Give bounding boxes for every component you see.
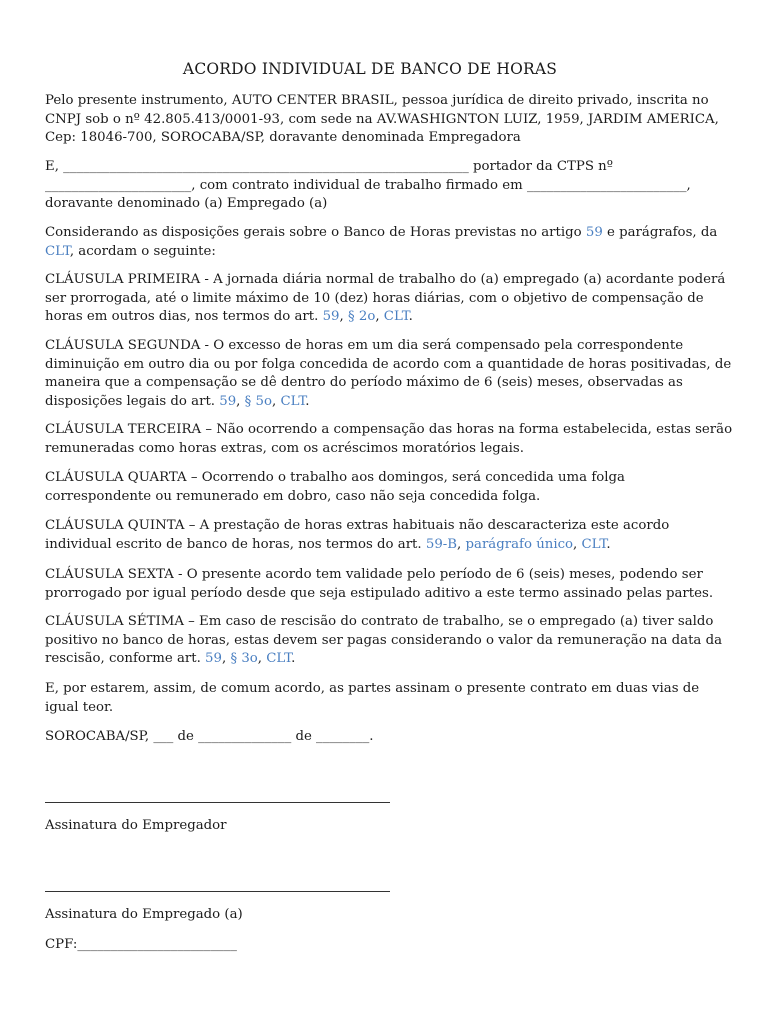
separator: , — [375, 309, 384, 324]
clause-5-link-article[interactable]: 59-B — [425, 536, 458, 552]
clause-5-link-clt[interactable]: CLT — [581, 536, 607, 552]
considering-paragraph — [45, 224, 735, 261]
clause-5 — [45, 517, 735, 554]
employer-signature-label: Assinatura do Empregador — [45, 818, 227, 833]
employee-signature-line — [45, 891, 390, 892]
separator: , — [221, 651, 231, 666]
clause-5-text: CLÁUSULA QUINTA – A prestação de horas extras habituais não descaracteriza este acordo individual escrito de banco de horas, nos termos do art. — [45, 518, 670, 552]
closing-paragraph: E, por estarem, assim, de comum acordo, as partes assinam o presente contrato em duas vias de igual teor. — [45, 681, 700, 715]
clause-2 — [45, 337, 735, 411]
clause-1 — [45, 271, 735, 327]
separator: , — [236, 393, 245, 409]
employee-paragraph: E, _____________________________________________________________ portador da CTPS nº ______________________, com contrato individual de trabalho firmado em ________________________, doravante denominado (a) Empregado (a) — [45, 159, 691, 211]
clause-7-text: CLÁUSULA SÉTIMA – Em caso de rescisão do contrato de trabalho, se o empregado (a) tiver saldo positivo no banco de horas, estas devem ser pagas considerando o valor da remuneração na data da rescisão, conforme art. — [45, 614, 723, 666]
link-clt[interactable]: CLT — [45, 243, 70, 259]
preamble-paragraph: Pelo presente instrumento, AUTO CENTER BRASIL, pessoa jurídica de direito privado, inscrita no CNPJ sob o nº 42.805.413/0001-93, com sede na AV.WASHIGNTON LUIZ, 1959, JARDIM AMERICA, Cep: 18046-700, SOROCABA/SP, doravante denominada Empregadora — [45, 93, 719, 145]
employee-signature-label: Assinatura do Empregado (a) — [45, 907, 243, 922]
clause-2-link-article[interactable]: 59 — [219, 393, 237, 409]
considering-text-b: e parágrafos, da — [602, 225, 718, 240]
place-date-line: SOROCABA/SP, ___ de ______________ de ________. — [45, 729, 374, 744]
cpf-field: CPF:________________________ — [45, 937, 237, 952]
period: . — [606, 536, 611, 552]
clause-7 — [45, 613, 735, 669]
separator: , — [573, 536, 582, 552]
considering-text-c: , acordam o seguinte: — [69, 243, 216, 259]
clause-1-link-paragraph[interactable]: § 2o — [347, 309, 376, 324]
separator: , — [457, 536, 466, 552]
clause-1-link-clt[interactable]: CLT — [383, 309, 409, 324]
clause-2-link-paragraph[interactable]: § 5o — [244, 393, 272, 409]
period: . — [291, 651, 296, 666]
clause-1-text: CLÁUSULA PRIMEIRA - A jornada diária normal de trabalho do (a) empregado (a) acordante poderá ser prorrogada, até o limite máximo de 10 (dez) horas diárias, com o objetivo de compensação de horas em outros dias, nos termos do art. — [45, 272, 726, 324]
clause-1-link-article[interactable]: 59 — [322, 309, 340, 324]
clause-3: CLÁUSULA TERCEIRA – Não ocorrendo a compensação das horas na forma estabelecida, estas serão remuneradas como horas extras, com os acréscimos moratórios legais. — [45, 422, 733, 456]
clause-7-link-article[interactable]: 59 — [205, 651, 222, 666]
link-article-59[interactable]: 59 — [585, 225, 603, 240]
clause-2-text: CLÁUSULA SEGUNDA - O excesso de horas em um dia será compensado pela correspondente diminuição em outro dia ou por folga concedida de acordo com a quantidade de horas positivadas, de maneira que a compensação se dê dentro do período máximo de 6 (seis) meses, observadas as disposições legais do art. — [45, 338, 732, 409]
clause-6: CLÁUSULA SEXTA - O presente acordo tem validade pelo período de 6 (seis) meses, podendo ser prorrogado por igual período desde que seja estipulado aditivo a este termo assinado pelas partes. — [45, 567, 714, 601]
clause-7-link-paragraph[interactable]: § 3o — [230, 651, 258, 666]
employer-signature-line — [45, 802, 390, 803]
separator: , — [339, 309, 348, 324]
clause-7-link-clt[interactable]: CLT — [266, 651, 292, 666]
clause-2-link-clt[interactable]: CLT — [280, 393, 306, 409]
separator: , — [257, 651, 267, 666]
separator: , — [271, 393, 281, 409]
document-title: ACORDO INDIVIDUAL DE BANCO DE HORAS — [182, 60, 558, 78]
period: . — [408, 309, 413, 324]
considering-text-a: Considerando as disposições gerais sobre o Banco de Horas previstas no artigo — [45, 225, 586, 240]
period: . — [305, 393, 310, 409]
clause-4: CLÁUSULA QUARTA – Ocorrendo o trabalho aos domingos, será concedida uma folga correspondente ou remunerado em dobro, caso não seja concedida folga. — [45, 470, 625, 504]
clause-5-link-paragraph[interactable]: parágrafo único — [465, 536, 574, 552]
